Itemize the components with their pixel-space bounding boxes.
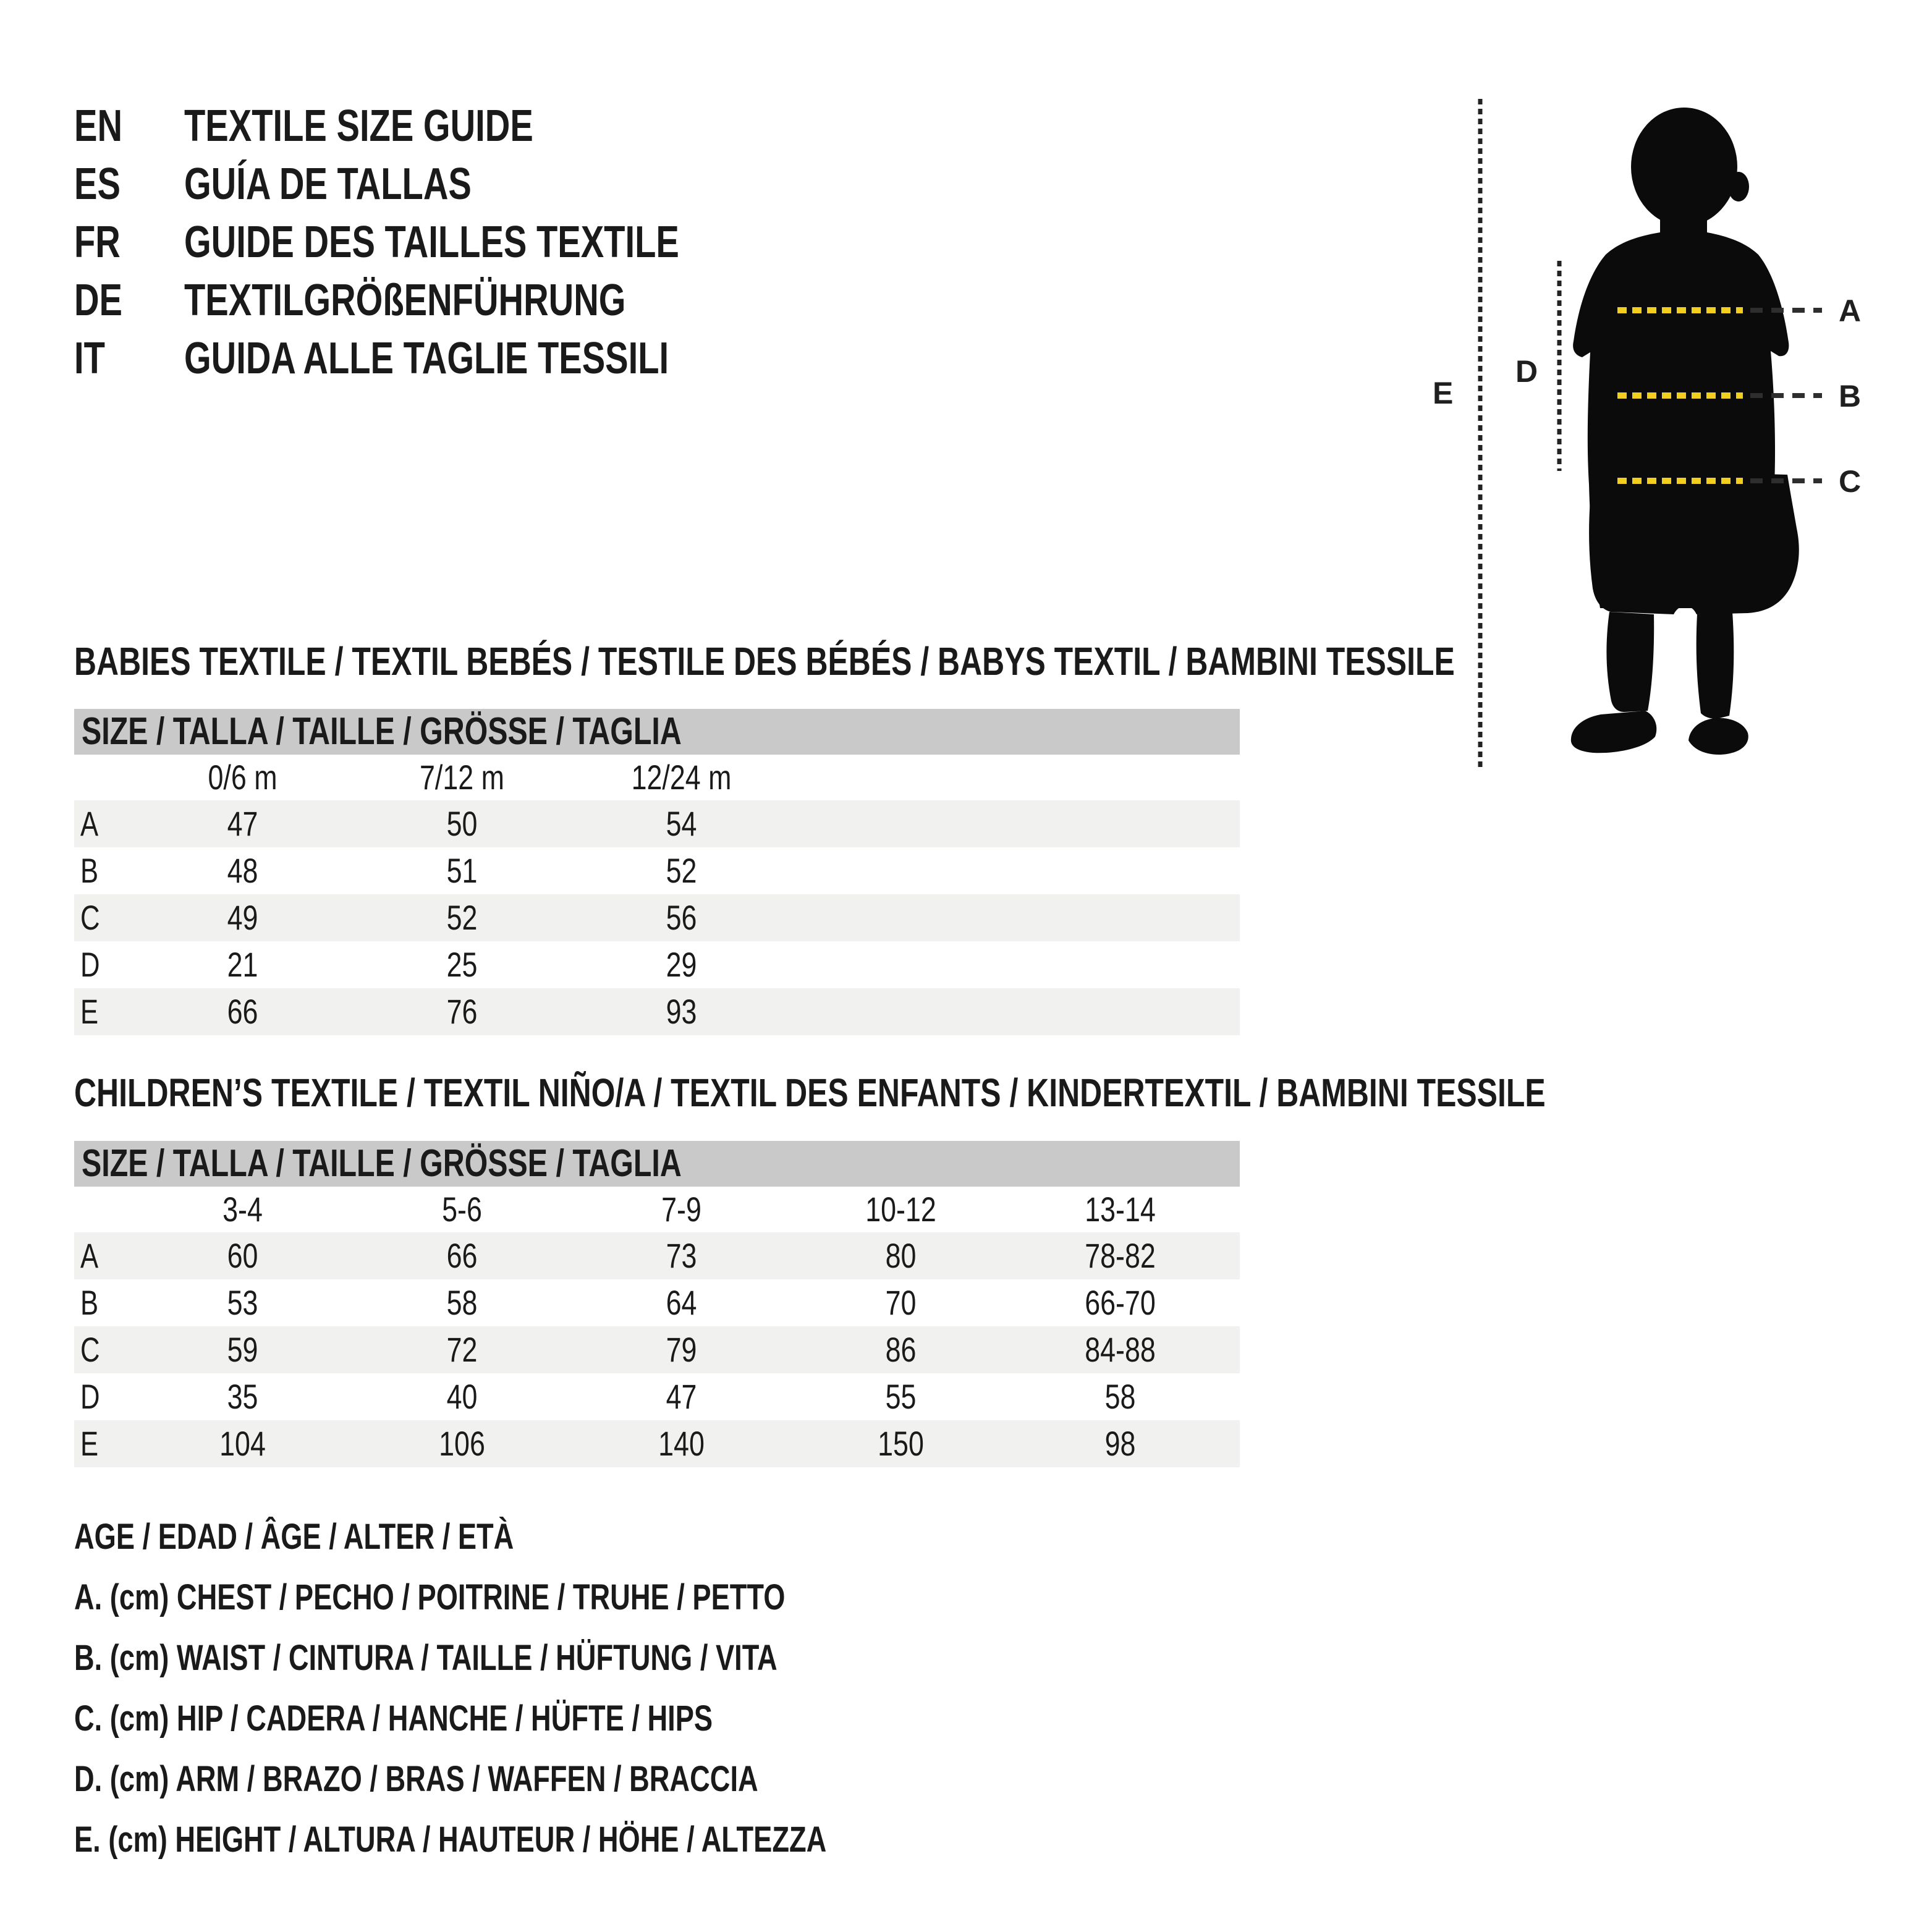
table-row: A 60 66 73 80 78-82 [74, 1232, 1240, 1279]
lang-title-it: GUIDA ALLE TAGLIE TESSILI [184, 334, 669, 383]
lang-code-fr: FR [74, 218, 121, 267]
table-row: A 47 50 54 [74, 800, 1240, 847]
label-chest-A: A [1839, 294, 1862, 328]
label-height-E: E [1433, 376, 1454, 410]
lang-title-en: TEXTILE SIZE GUIDE [184, 101, 533, 151]
table-row: B 53 58 64 70 66-70 [80, 1283, 1156, 1322]
legend-height: E. (cm) HEIGHT / ALTURA / HAUTEUR / HÖHE / ALTEZZA [74, 1820, 827, 1860]
children-col-5-6: 5-6 [442, 1190, 482, 1229]
label-waist-B: B [1839, 379, 1862, 413]
silhouette-left-shoe [1571, 711, 1656, 753]
lang-row-es [74, 155, 819, 213]
children-column-header-row [74, 1187, 1240, 1232]
lang-code-de: DE [74, 276, 123, 325]
legend-waist: B. (cm) WAIST / CINTURA / TAILLE / HÜFTUNG / VITA [74, 1638, 777, 1678]
silhouette-ear [1728, 172, 1749, 201]
language-title-list [74, 97, 819, 388]
babies-col-7-12m: 7/12 m [420, 758, 504, 797]
children-section-title [74, 1068, 1932, 1117]
lang-code-es: ES [74, 159, 121, 209]
lang-row-fr [74, 213, 819, 271]
table-row: B 48 51 52 [80, 851, 697, 890]
children-size-header-bar [74, 1141, 1240, 1187]
babies-column-header-row [74, 755, 1240, 800]
children-col-3-4: 3-4 [222, 1190, 263, 1229]
lang-row-en [74, 97, 819, 155]
children-size-header-text: SIZE / TALLA / TAILLE / GRÖSSE / TAGLIA [82, 1142, 682, 1185]
babies-size-table [74, 709, 1240, 1035]
lang-row-de [74, 271, 819, 329]
table-row: E 66 76 93 [74, 988, 1240, 1035]
legend-hip: C. (cm) HIP / CADERA / HANCHE / HÜFTE / HIPS [74, 1698, 713, 1739]
children-section-title-text: CHILDREN’S TEXTILE / TEXTIL NIÑO/A / TEXTIL DES ENFANTS / KINDERTEXTIL / BAMBINI TESSILE [74, 1070, 1546, 1115]
lang-title-es: GUÍA DE TALLAS [184, 159, 472, 209]
babies-size-header-text: SIZE / TALLA / TAILLE / GRÖSSE / TAGLIA [82, 710, 682, 753]
children-size-table [74, 1141, 1240, 1467]
table-row: D 21 25 29 [80, 945, 697, 984]
children-col-13-14: 13-14 [1085, 1190, 1156, 1229]
table-row: C 59 72 79 86 84-88 [74, 1326, 1240, 1373]
children-col-10-12: 10-12 [865, 1190, 936, 1229]
legend-chest: A. (cm) CHEST / PECHO / POITRINE / TRUHE / PETTO [74, 1577, 786, 1617]
table-row: E 104 106 140 150 98 [74, 1420, 1240, 1467]
lang-code-it: IT [74, 334, 105, 383]
silhouette-shorts [1589, 470, 1799, 614]
lang-title-de: TEXTILGRÖßENFÜHRUNG [184, 276, 626, 325]
silhouette-right-shoe [1688, 718, 1748, 755]
babies-section-title-text: BABIES TEXTILE / TEXTIL BEBÉS / TESTILE DES BÉBÉS / BABYS TEXTIL / BAMBINI TESSILE [74, 639, 1455, 684]
babies-size-header-bar [74, 709, 1240, 755]
measurement-figure [1409, 74, 1916, 803]
legend-arm: D. (cm) ARM / BRAZO / BRAS / WAFFEN / BRACCIA [74, 1759, 758, 1799]
babies-col-0-6m: 0/6 m [208, 758, 278, 797]
lang-title-fr: GUIDE DES TAILLES TEXTILE [184, 218, 679, 267]
babies-col-12-24m: 12/24 m [631, 758, 732, 797]
label-arm-D: D [1515, 354, 1538, 389]
lang-code-en: EN [74, 101, 123, 151]
table-row: D 35 40 47 55 58 [80, 1377, 1136, 1416]
label-hip-C: C [1839, 464, 1862, 499]
table-row: C 49 52 56 [74, 894, 1240, 941]
lang-row-it [74, 329, 819, 388]
babies-section-title [74, 637, 1844, 686]
measurement-legend [74, 1507, 1039, 1870]
legend-age: AGE / EDAD / ÂGE / ALTER / ETÀ [74, 1517, 514, 1557]
children-col-7-9: 7-9 [661, 1190, 701, 1229]
